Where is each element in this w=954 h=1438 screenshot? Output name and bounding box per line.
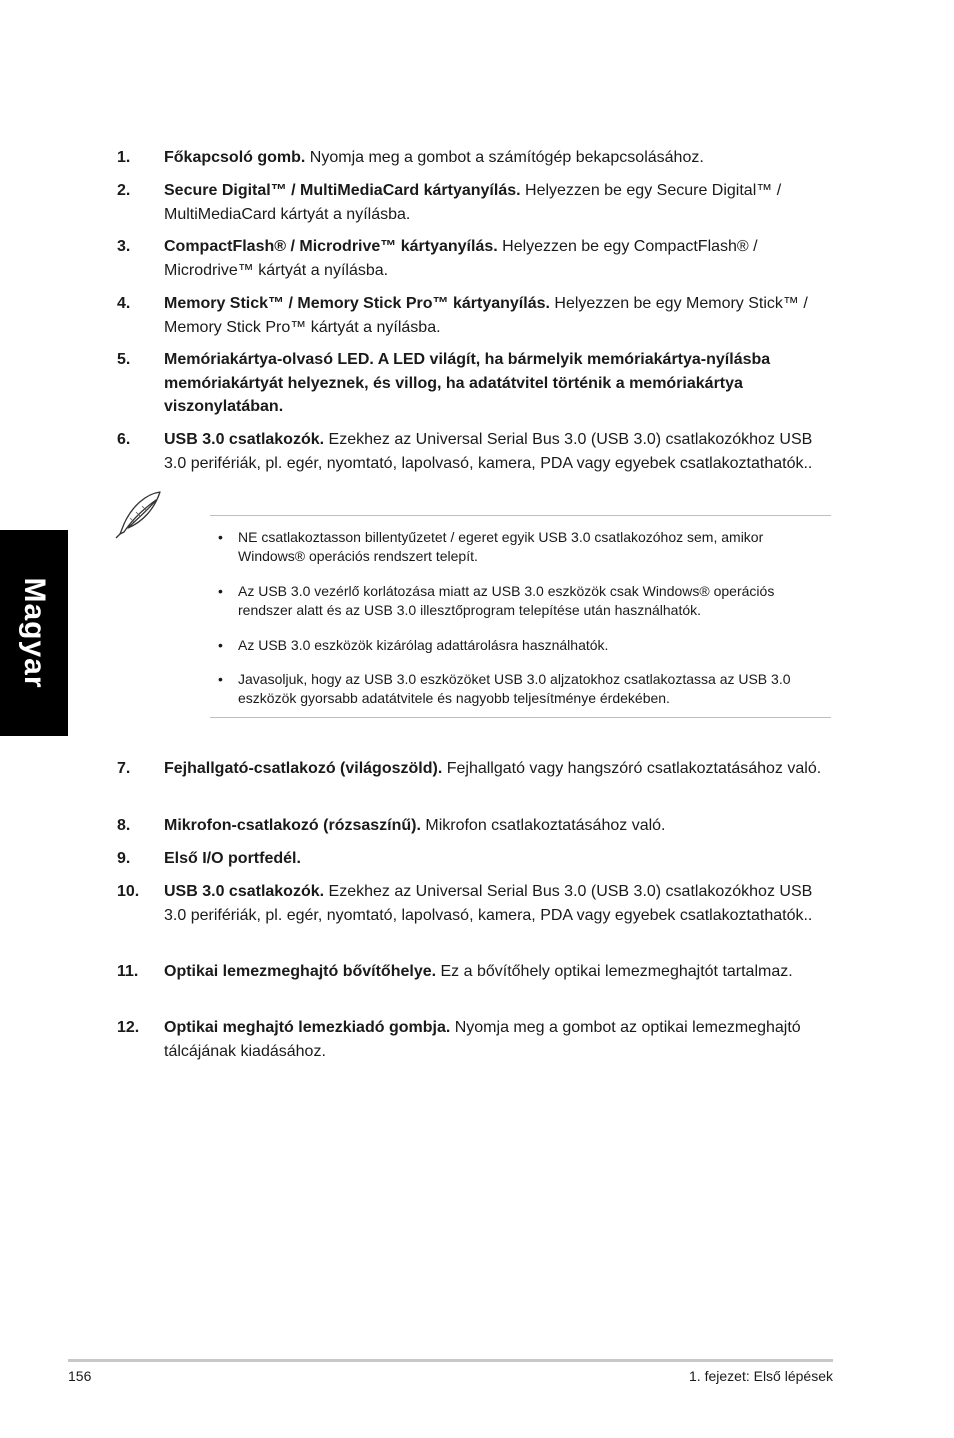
item-text: Ez a bővítőhely optikai lemezmeghajtót tartalmaz. bbox=[436, 963, 793, 980]
side-tab-label: Magyar bbox=[18, 577, 51, 689]
bullet: • bbox=[218, 583, 223, 599]
item-title: Optikai meghajtó lemezkiadó gombja. bbox=[164, 1019, 451, 1036]
item-text: Mikrofon csatlakoztatásához való. bbox=[420, 817, 666, 834]
item-number: 5. bbox=[117, 351, 131, 368]
item-number: 12. bbox=[117, 1019, 140, 1036]
note-bottom-divider bbox=[210, 717, 831, 718]
item-text: Ezekhez az Universal Serial Bus 3.0 (USB 3.0) csatlakozókhoz USB 3.0 perifériák, pl. egér, nyomtató, lapolvasó, kamera, PDA vagy egyebek csatlakoztathatók.. bbox=[164, 431, 813, 472]
item-number: 9. bbox=[117, 850, 131, 867]
item-text: Helyezzen be egy CompactFlash® / Microdrive™ kártyát a nyílásba. bbox=[164, 238, 758, 279]
item-title: USB 3.0 csatlakozók. bbox=[164, 431, 325, 448]
note-top-divider bbox=[210, 515, 831, 516]
item-title: Memóriakártya-olvasó LED. A LED világít, ha bármelyik memóriakártya-nyílásba memóriakártyát helyeznek, és villog, ha adatátvitel történik a memóriakártya viszonylatában. bbox=[164, 351, 771, 415]
item-text: Fejhallgató vagy hangszóró csatlakoztatásához való. bbox=[442, 760, 822, 777]
item-title: Fejhallgató-csatlakozó (világoszöld). bbox=[164, 760, 443, 777]
item-title: USB 3.0 csatlakozók. bbox=[164, 883, 325, 900]
feather-pen-icon bbox=[112, 488, 164, 540]
item-title: Optikai lemezmeghajtó bővítőhelye. bbox=[164, 963, 437, 980]
note-text: Az USB 3.0 eszközök kizárólag adattárolásra használhatók. bbox=[238, 637, 609, 653]
item-title: Főkapcsoló gomb. bbox=[164, 149, 306, 166]
item-number: 4. bbox=[117, 295, 131, 312]
item-text: Helyezzen be egy Secure Digital™ / MultiMediaCard kártyát a nyílásba. bbox=[164, 182, 782, 223]
item-title: Mikrofon-csatlakozó (rózsaszínű). bbox=[164, 817, 421, 834]
item-number: 8. bbox=[117, 817, 131, 834]
item-title: Memory Stick™ / Memory Stick Pro™ kártyanyílás. bbox=[164, 295, 550, 312]
item-text: Ezekhez az Universal Serial Bus 3.0 (USB 3.0) csatlakozókhoz USB 3.0 perifériák, pl. egér, nyomtató, lapolvasó, kamera, PDA vagy egyebek csatlakoztathatók.. bbox=[164, 883, 813, 924]
item-title: Első I/O portfedél. bbox=[164, 850, 301, 867]
note-text: NE csatlakoztasson billentyűzetet / egeret egyik USB 3.0 csatlakozóhoz sem, amikor Windows® operációs rendszert telepít. bbox=[238, 529, 764, 564]
item-number: 2. bbox=[117, 182, 131, 199]
item-number: 11. bbox=[117, 963, 139, 980]
item-text: Nyomja meg a gombot az optikai lemezmeghajtó tálcájának kiadásához. bbox=[164, 1019, 801, 1060]
item-text: Helyezzen be egy Memory Stick™ / Memory Stick Pro™ kártyát a nyílásba. bbox=[164, 295, 808, 336]
item-title: CompactFlash® / Microdrive™ kártyanyílás. bbox=[164, 238, 498, 255]
item-number: 1. bbox=[117, 149, 131, 166]
page-number: 156 bbox=[68, 1368, 92, 1384]
item-title: Secure Digital™ / MultiMediaCard kártyanyílás. bbox=[164, 182, 521, 199]
language-side-tab bbox=[0, 530, 68, 736]
item-number: 6. bbox=[117, 431, 131, 448]
item-number: 10. bbox=[117, 883, 140, 900]
bullet: • bbox=[218, 671, 223, 687]
note-text: Javasoljuk, hogy az USB 3.0 eszközöket USB 3.0 aljzatokhoz csatlakoztassa az USB 3.0 eszközök gyorsabb adatátvitele és nagyobb teljesítménye érdekében. bbox=[238, 671, 791, 706]
item-number: 7. bbox=[117, 760, 131, 777]
bullet: • bbox=[218, 529, 223, 545]
item-text: Nyomja meg a gombot a számítógép bekapcsolásához. bbox=[305, 149, 704, 166]
footer-divider bbox=[68, 1359, 833, 1362]
chapter-title: 1. fejezet: Első lépések bbox=[689, 1368, 833, 1384]
item-number: 3. bbox=[117, 238, 131, 255]
bullet: • bbox=[218, 637, 223, 653]
note-text: Az USB 3.0 vezérlő korlátozása miatt az USB 3.0 eszközök csak Windows® operációs rendszer alatt és az USB 3.0 illesztőprogram telepítése után használhatók. bbox=[238, 583, 775, 618]
